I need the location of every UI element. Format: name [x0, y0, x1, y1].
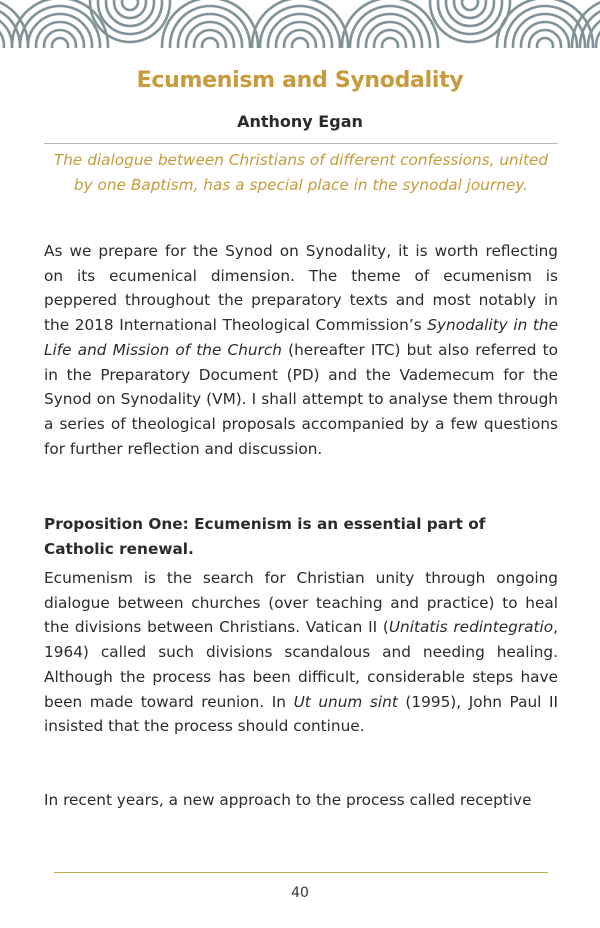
arc-group-5: [252, 0, 348, 48]
paragraph-ecumenism-italic-ut-unum: Ut unum sint: [293, 692, 398, 711]
section-heading-proposition-one: Proposition One: Ecumenism is an essential part of Catholic renewal.: [44, 515, 486, 558]
paragraph-intro-italic-title: Synodality in the Life and Mission of the Church: [44, 316, 558, 359]
epigraph-quote: The dialogue between Christians of different confessions, united by one Baptism, has a special place in the synodal journey.: [53, 151, 549, 194]
paragraph-intro-text-a: As we prepare for the Synod on Synodality, it is worth reflecting on its ecumenical dimension. The theme of ecumenism is peppered throughout the preparatory texts and most notably in the 2018 International Theological Commission’s: [44, 242, 558, 335]
paragraph-intro: [44, 239, 558, 461]
footer-divider: [54, 872, 548, 873]
arc-group-2: [12, 0, 108, 48]
paragraph-ecumenism-text-e: (1995), John Paul II insisted that the process should continue.: [44, 692, 558, 736]
arc-group-4: [162, 0, 258, 48]
paragraph-ecumenism-text-a: Ecumenism is the search for Christian unity through ongoing dialogue between churches (over teaching and practice) to heal the divisions between Christians. Vatican II (: [44, 569, 558, 637]
article-title: Ecumenism and Synodality: [136, 68, 464, 93]
paragraph-ecumenism-text-c: , 1964) called such divisions scandalous and needing healing. Although the process has been difficult, considerable steps have been made toward reunion. In: [44, 618, 558, 711]
paragraph-receptive: In recent years, a new approach to the process called receptive: [44, 791, 532, 809]
title-divider: [44, 143, 558, 144]
paragraph-ecumenism-italic-unitatis: Unitatis redintegratio: [388, 618, 554, 637]
author-name: Anthony Egan: [237, 112, 363, 131]
decorative-wave-banner: [0, 0, 600, 48]
arc-group-6: [342, 0, 438, 48]
arc-group-1: [0, 0, 28, 48]
paragraph-ecumenism: [44, 566, 558, 739]
paragraph-intro-text-c: (hereafter ITC) but also referred to in the Preparatory Document (PD) and the Vademecum for the Synod on Synodality (VM). I shall attempt to analyse them through a series of theological proposals accompanied by a few questions for further reflection and discussion.: [44, 340, 559, 458]
page-number: 40: [291, 885, 309, 901]
